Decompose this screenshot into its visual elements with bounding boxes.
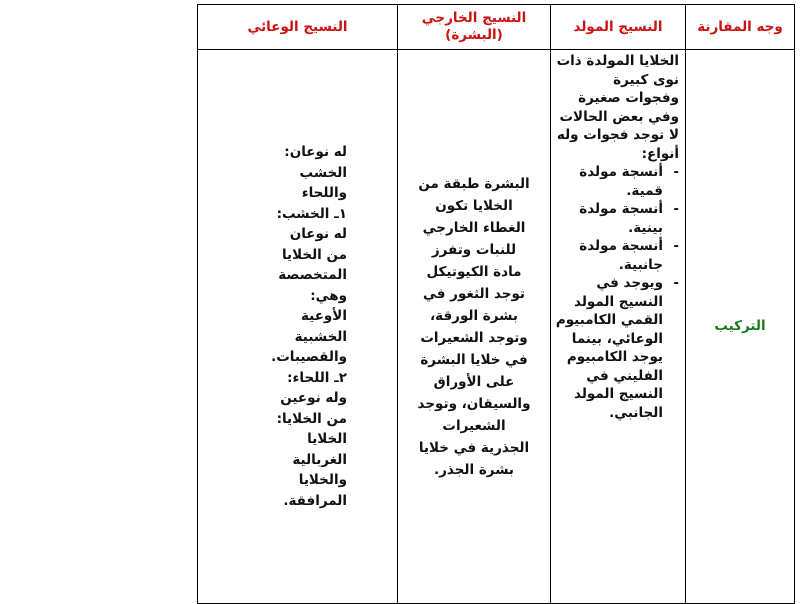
vascular-line-3: ١ـ الخشب: له نوعان من الخلايا المتخصصة وهي: الأوعية الخشبية والقصيبات.	[271, 205, 347, 365]
header-aspect: وجه المقارنة	[686, 5, 795, 50]
header-row	[198, 5, 795, 50]
vascular-line-2: الخشب واللحاء	[299, 164, 347, 201]
vascular-line-4: ٢ـ اللحاء: وله نوعين من الخلايا: الخلايا الغربالية والخلايا المرافقة.	[276, 369, 347, 509]
meristematic-cell	[551, 50, 686, 604]
list-item: - أنسجة مولدة بينية.	[579, 201, 679, 236]
epidermis-cell	[398, 50, 551, 604]
list-dash: -	[673, 201, 679, 217]
header-meristematic: النسيج المولد	[551, 5, 686, 50]
vascular-cell	[198, 50, 398, 604]
vascular-line-1: له نوعان:	[284, 144, 347, 160]
table-row	[198, 50, 795, 604]
list-item: - أنسجة مولدة جانبية.	[579, 238, 679, 273]
epidermis-paragraph-2: توجد الثغور في بشرة الورقة، وتوجد الشعيرات في خلايا البشرة على الأوراق والسيقان، وتوجد الشعيرات الجذرية في خلايا بشرة الجذر.	[417, 285, 531, 478]
meristematic-types-list	[555, 163, 679, 422]
meristematic-intro: الخلايا المولدة ذات نوى كبيرة وفجوات صغيرة وفي بعض الحالات لا توجد فجوات وله أنواع:	[556, 53, 679, 162]
list-dash: -	[673, 238, 679, 254]
aspect-cell: التركيب	[686, 50, 795, 604]
list-dash: -	[673, 275, 679, 291]
epidermis-paragraph-1: البشرة طبقة من الخلايا تكون الغطاء الخارجي للنبات وتفرز مادة الكيوتيكل	[418, 175, 530, 280]
header-vascular: النسيج الوعائي	[198, 5, 398, 50]
header-epidermis-line2: (البشرة)	[445, 27, 503, 43]
list-item: - أنسجة مولدة قمية.	[579, 164, 679, 199]
list-dash: -	[673, 164, 679, 180]
header-epidermis-line1: النسيج الخارجي	[421, 10, 527, 26]
list-item: - ويوجد في النسيج المولد القمي الكامبيوم الوعائي، بينما يوجد الكامبيوم الفليني في النسيج المولد الجانبي.	[555, 275, 679, 421]
comparison-table	[197, 4, 795, 604]
header-epidermis	[398, 5, 551, 50]
